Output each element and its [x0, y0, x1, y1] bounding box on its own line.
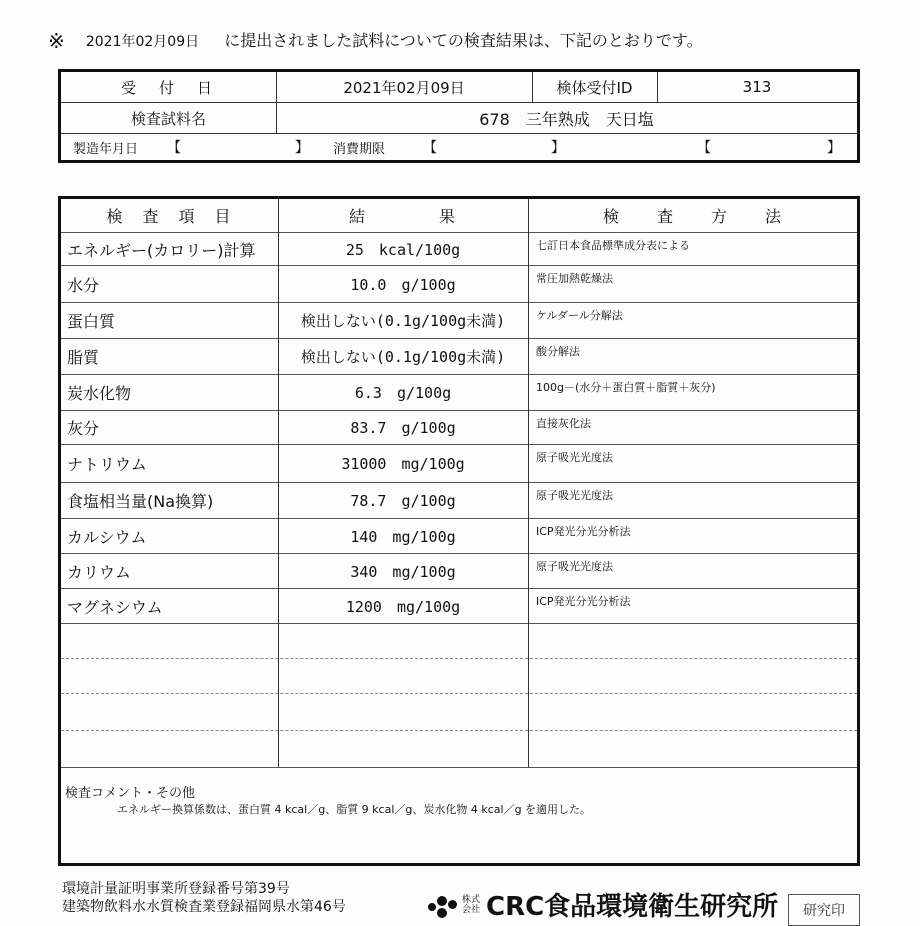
divider: [657, 72, 658, 102]
row-method: 七訂日本食品標準成分表による: [536, 239, 690, 252]
row-item: 脂質: [67, 348, 100, 367]
results-table: [58, 196, 860, 866]
table-row: [61, 303, 857, 339]
header-method: 検 査 方 法: [602, 207, 783, 226]
row-result: 83.7 g/100g: [350, 419, 456, 437]
intro-line: [48, 28, 703, 53]
intro-text: に提出されました試料についての検査結果は、下記のとおりです。: [224, 31, 703, 50]
row-result: 6.3 g/100g: [354, 384, 452, 402]
row-item: 炭水化物: [67, 384, 132, 403]
received-date-label: 受 付 日: [120, 78, 216, 97]
expiry-bracket-open: 【: [423, 140, 437, 156]
divider: [61, 133, 857, 134]
row-result: 1200 mg/100g: [345, 597, 461, 616]
company-prefix: 株式会社: [462, 894, 481, 915]
mfg-date-label: 製造年月日: [73, 142, 139, 157]
row-item: 水分: [67, 275, 100, 295]
registration-info: [62, 880, 346, 916]
row-method: 原子吸光光度法: [536, 489, 613, 502]
comment-body: エネルギー換算係数は、蛋白質 4 kcal／g、脂質 9 kcal／g、炭水化物 4 kcal／g を適用した。: [117, 803, 592, 816]
table-row: [61, 519, 857, 554]
table-row: [61, 411, 857, 445]
divider: [532, 72, 533, 102]
row-item: ナトリウム: [67, 455, 147, 474]
column-divider: [278, 199, 279, 767]
empty-row: [61, 624, 857, 659]
row-item: カルシウム: [67, 527, 147, 547]
received-row: [61, 72, 857, 102]
row-method: ICP発光分光分析法: [536, 595, 631, 608]
column-divider: [528, 199, 529, 767]
received-date-value: 2021年02月09日: [343, 78, 465, 97]
row-result: 140 mg/100g: [350, 527, 456, 546]
other-bracket-close: 】: [827, 140, 841, 156]
registration-line: 環境計量証明事業所登録番号第39号: [62, 881, 290, 897]
table-row: [61, 266, 857, 303]
sample-name-label: 検査試料名: [130, 109, 206, 128]
empty-row: [61, 694, 857, 731]
row-item: エネルギー(カロリー)計算: [67, 240, 256, 260]
mfg-bracket-open: 【: [167, 140, 181, 156]
row-result: 検出しない(0.1g/100g未満): [300, 348, 506, 366]
reference-mark: ※: [48, 29, 65, 53]
row-method: 酸分解法: [536, 345, 580, 358]
table-row: [61, 483, 857, 519]
row-method: 原子吸光光度法: [536, 560, 613, 573]
row-item: 灰分: [67, 419, 100, 438]
table-row: [61, 339, 857, 375]
sample-id-label: 検体受付ID: [556, 78, 633, 97]
row-item: 食塩相当量(Na換算): [67, 492, 214, 511]
row-method: ケルダール分解法: [536, 309, 623, 322]
row-item: マグネシウム: [67, 597, 163, 617]
row-method: 常圧加熱乾燥法: [536, 272, 613, 285]
logo-mark-icon: [428, 891, 458, 919]
company-logo: [428, 886, 778, 923]
row-result: 検出しない(0.1g/100g未満): [300, 312, 506, 330]
header-result: 結 果: [348, 207, 457, 226]
sample-name-value: 678 三年熟成 天日塩: [479, 109, 654, 129]
registration-line: 建築物飲料水水質検査業登録福岡県水第46号: [62, 899, 346, 915]
row-result: 78.7 g/100g: [350, 492, 456, 510]
divider: [61, 767, 857, 768]
table-row: [61, 589, 857, 624]
table-row: [61, 445, 857, 483]
row-method: ICP発光分光分析法: [536, 525, 631, 538]
expiry-bracket-close: 】: [551, 140, 565, 156]
table-row: [61, 554, 857, 589]
row-method: 原子吸光光度法: [536, 451, 613, 464]
row-item: 蛋白質: [67, 312, 116, 331]
row-result: 25 kcal/100g: [345, 240, 461, 259]
row-item: カリウム: [67, 562, 131, 582]
table-row: [61, 233, 857, 266]
divider: [276, 72, 277, 133]
comment-title: 検査コメント・その他: [65, 786, 196, 801]
row-result: 31000 mg/100g: [341, 455, 465, 473]
company-seal: 研究印: [788, 894, 860, 926]
row-result: 340 mg/100g: [350, 562, 456, 581]
row-method: 100g－(水分＋蛋白質＋脂質＋灰分): [536, 381, 716, 394]
intro-date: 2021年02月09日: [85, 34, 200, 50]
empty-row: [61, 659, 857, 694]
sample-info-box: [58, 69, 860, 163]
sample-name-row: [61, 103, 857, 133]
sample-id-value: 313: [742, 78, 772, 96]
table-header-row: [61, 199, 857, 233]
row-result: 10.0 g/100g: [350, 275, 456, 294]
row-method: 直接灰化法: [536, 417, 591, 430]
mfg-bracket-close: 】: [295, 140, 309, 156]
other-bracket-open: 【: [697, 140, 711, 156]
header-item: 検 査 項 目: [106, 207, 233, 226]
expiry-label: 消費期限: [333, 142, 386, 157]
table-row: [61, 375, 857, 411]
company-name: CRC食品環境衛生研究所: [486, 892, 779, 922]
